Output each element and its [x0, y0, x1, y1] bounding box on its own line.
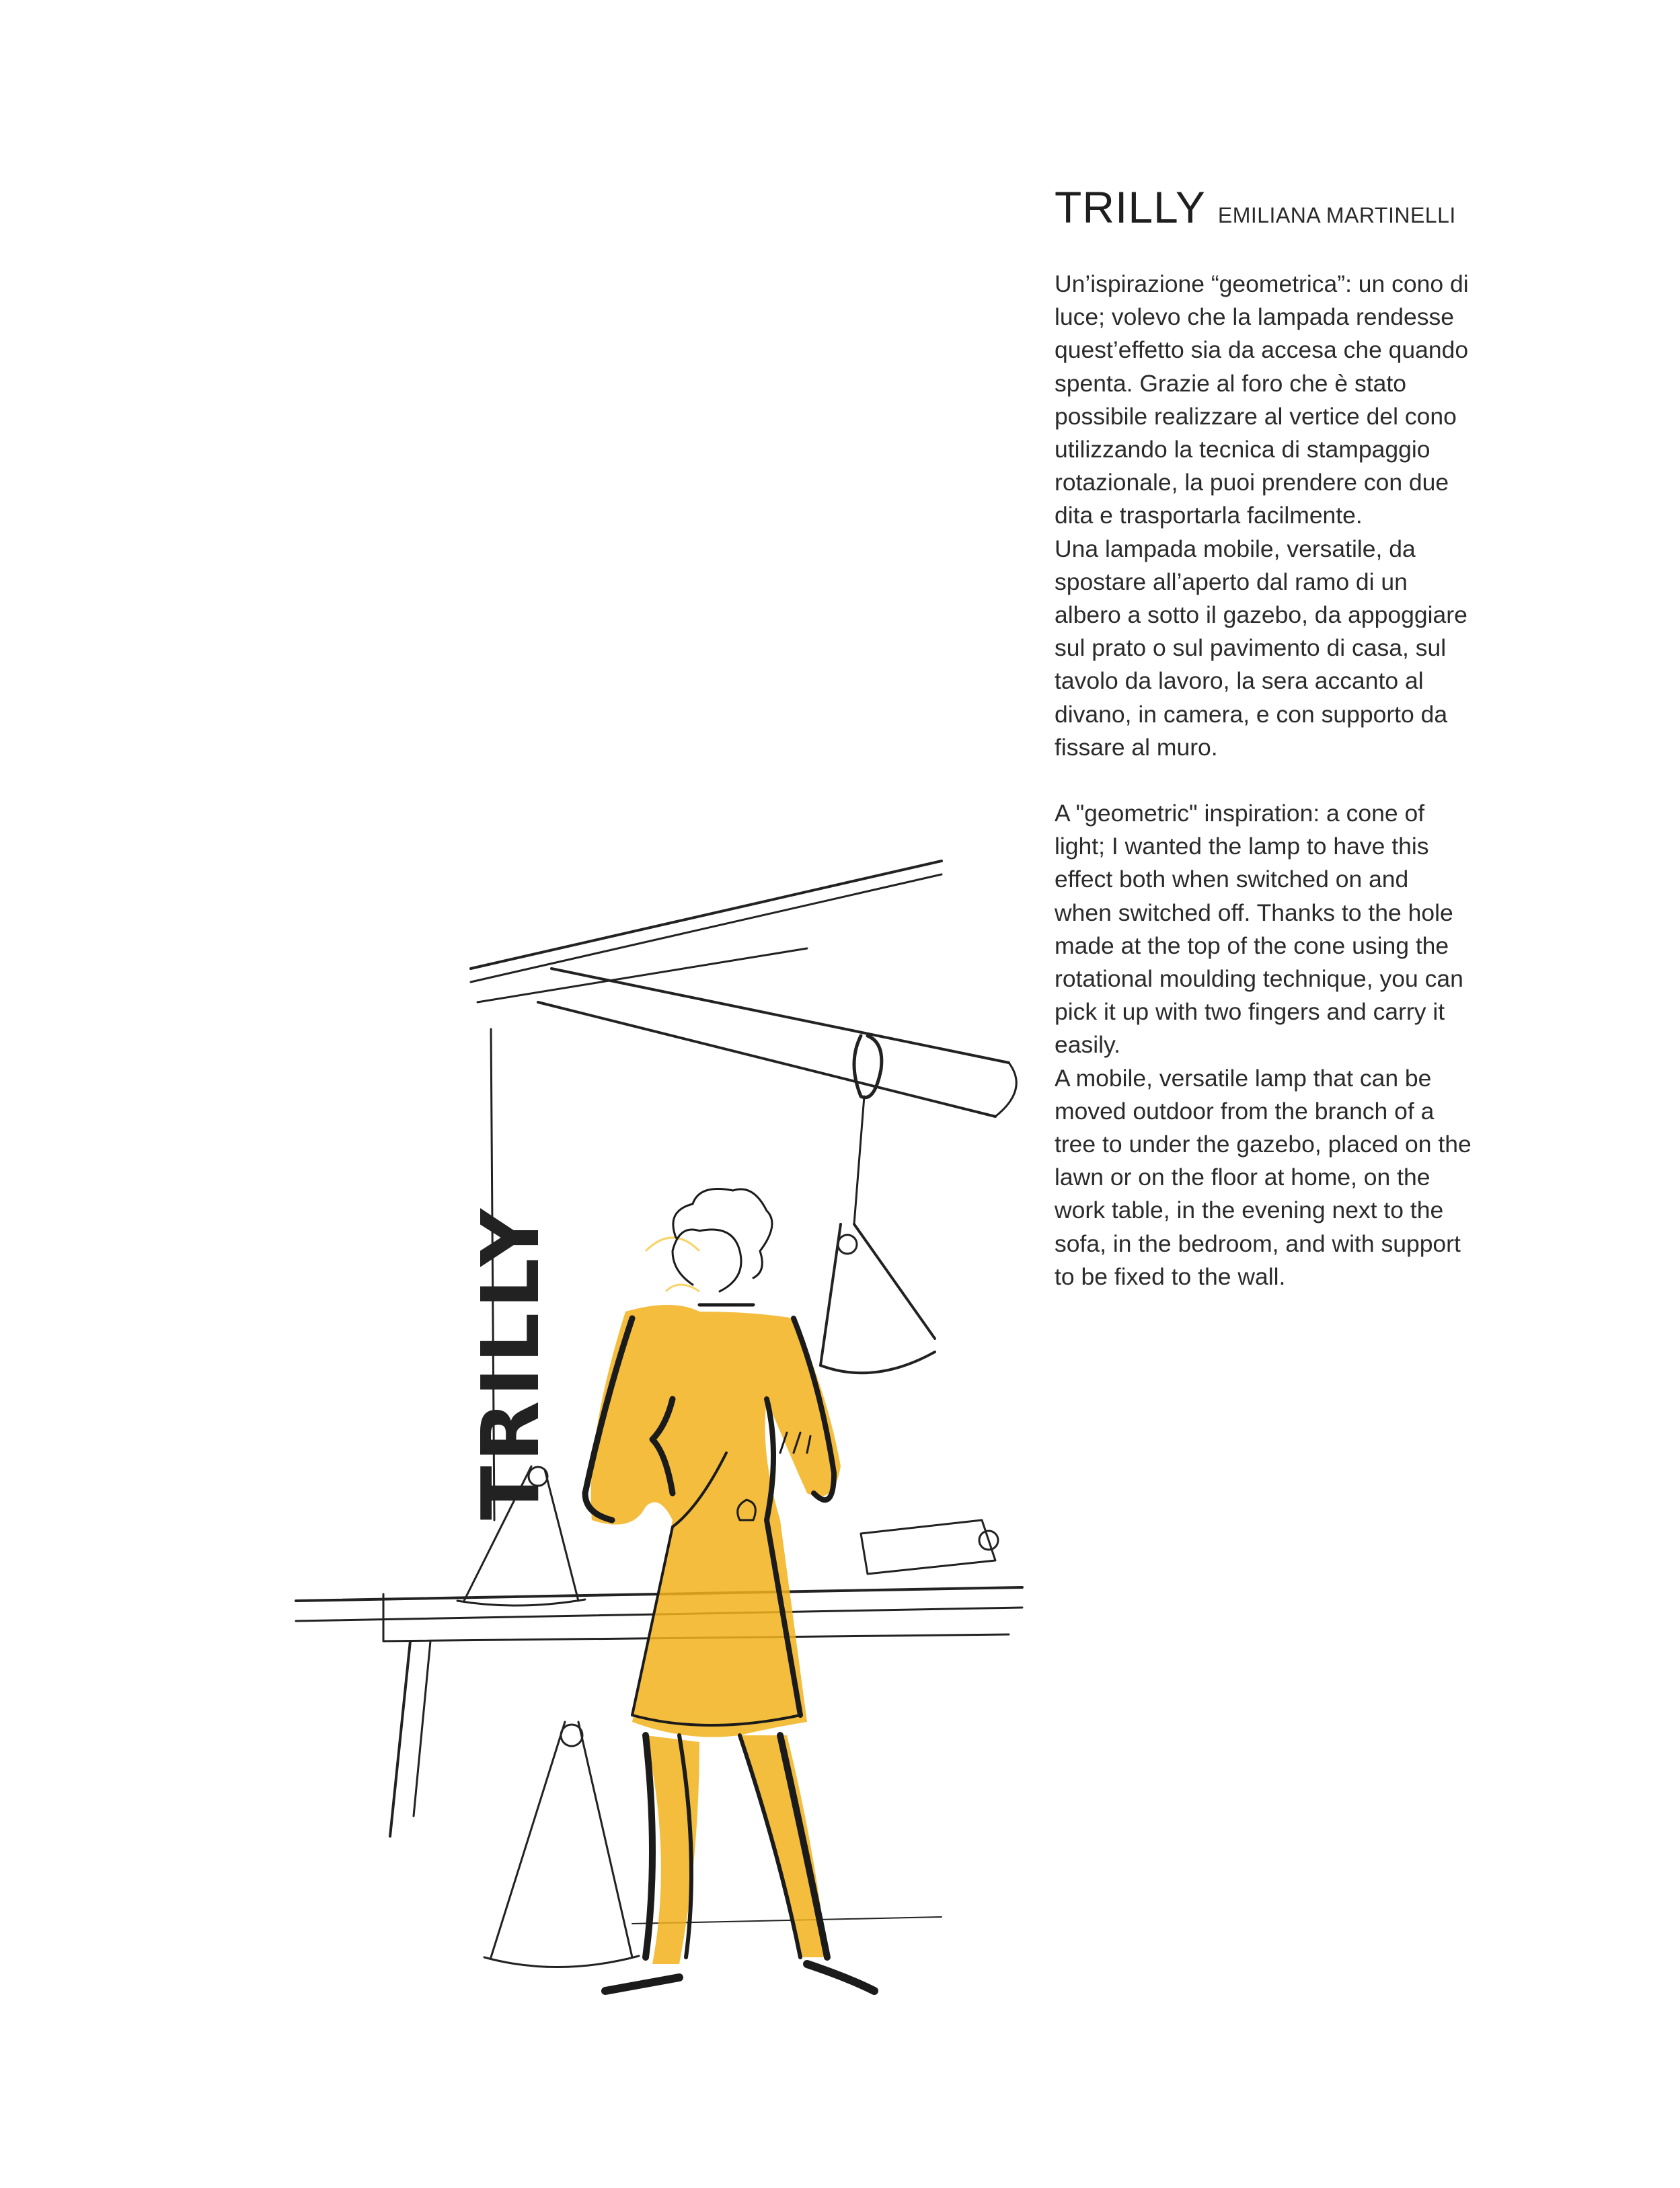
description-column — [1055, 268, 1539, 1293]
author-name: EMILIANA MARTINELLI — [1217, 203, 1456, 227]
title-block — [1055, 182, 1456, 233]
paragraph-gap — [1055, 764, 1539, 797]
italian-paragraph-1: Un’ispirazione “geometrica”: un cono di luce; volevo che la lampada rendesse quest’effetto sia da accesa che quando spenta. Grazie al foro che è stato possibile realizzare al vertice del cono utilizzando la tecnica di stampaggio rotazionale, la puoi prendere con due dita e trasportarla facilmente. — [1055, 270, 1469, 529]
italian-paragraph-2: Una lampada mobile, versatile, da spostare all’aperto dal ramo di un albero a sotto il gazebo, da appoggiare sul prato o sul pavimento di casa, sul tavolo da lavoro, la sera accanto al divano, in camera, e con supporto da fissare al muro. — [1055, 535, 1467, 761]
page-title: TRILLY — [1055, 182, 1206, 232]
lamp-sketch-illustration — [269, 847, 1036, 2004]
sketch-svg — [269, 847, 1036, 2004]
sketch-lettering: TRILLY — [464, 1205, 557, 1520]
english-paragraph-2: A mobile, versatile lamp that can be moved outdoor from the branch of a tree to under the gazebo, placed on the lawn or on the floor at home, on the work table, in the evening next to the sofa, in the bedroom, and with support to be fixed to the wall. — [1055, 1064, 1472, 1290]
english-paragraph-1: A "geometric" inspiration: a cone of light; I wanted the lamp to have this effect both when switched on and when switched off. Thanks to the hole made at the top of the cone using the rotational moulding technique, you can pick it up with two fingers and carry it easily. — [1055, 800, 1463, 1059]
